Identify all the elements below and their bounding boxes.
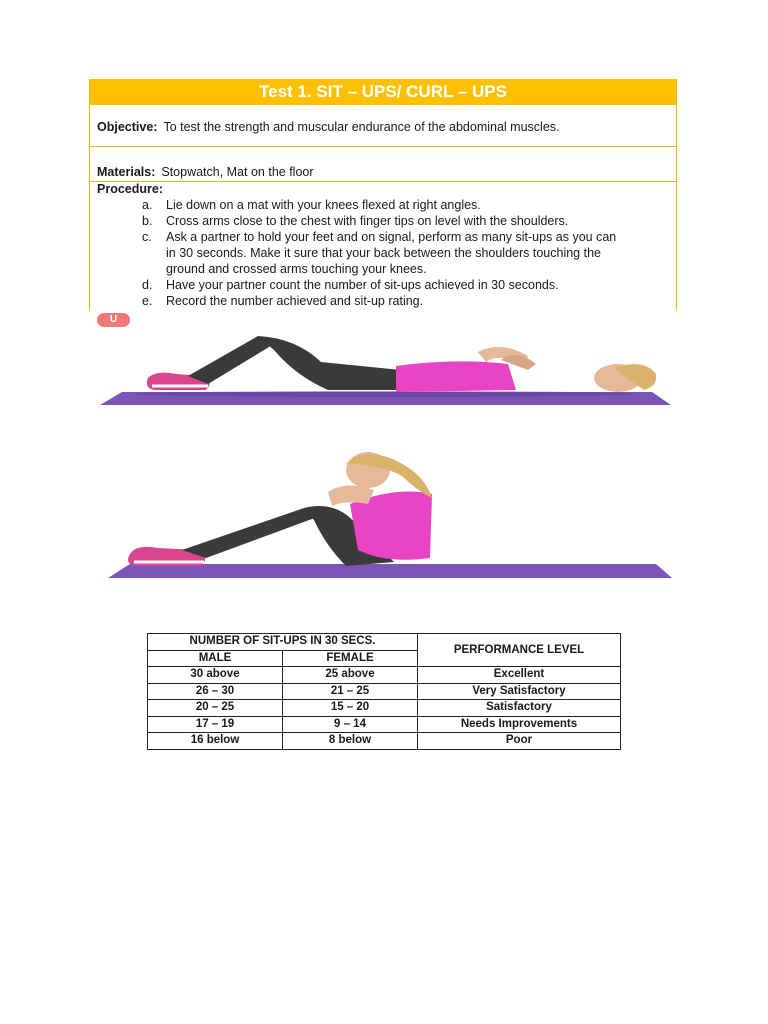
situp-start-illustration [96, 330, 674, 410]
materials-label: Materials: [97, 165, 156, 179]
arms [328, 485, 374, 506]
female-cell: 21 – 25 [283, 683, 418, 700]
test-title: Test 1. SIT – UPS/ CURL – UPS [90, 79, 676, 105]
step-marker: c. [142, 230, 152, 244]
level-cell: Very Satisfactory [418, 683, 621, 700]
level-cell: Satisfactory [418, 700, 621, 717]
pink-top [396, 361, 516, 392]
step-text: Lie down on a mat with your knees flexed at right angles. [166, 198, 481, 212]
legs [188, 336, 274, 384]
group-header: NUMBER OF SIT-UPS IN 30 SECS. [148, 634, 418, 651]
objective-label: Objective: [97, 120, 158, 134]
test-card [89, 79, 677, 310]
table-row [148, 667, 621, 684]
objective-row [90, 105, 676, 147]
table-row [148, 716, 621, 733]
male-cell: 17 – 19 [148, 716, 283, 733]
step-marker: e. [142, 294, 153, 308]
situp-end-illustration [106, 450, 674, 582]
step-text: Cross arms close to the chest with finger tips on level with the shoulders. [166, 214, 569, 228]
female-cell: 9 – 14 [283, 716, 418, 733]
procedure-step [97, 213, 667, 229]
table-header-row [148, 634, 621, 651]
level-cell: Poor [418, 733, 621, 750]
step-text: Ask a partner to hold your feet and on signal, perform as many sit-ups as you can [166, 230, 617, 244]
procedure-step [97, 277, 667, 293]
male-header: MALE [148, 650, 283, 667]
female-cell: 15 – 20 [283, 700, 418, 717]
male-cell: 16 below [148, 733, 283, 750]
step-marker: d. [142, 278, 153, 292]
female-header: FEMALE [283, 650, 418, 667]
procedure-label: Procedure: [97, 182, 163, 196]
female-cell: 25 above [283, 667, 418, 684]
step-text: Have your partner count the number of sit-ups achieved in 30 seconds. [166, 278, 559, 292]
procedure-step [97, 293, 667, 309]
procedure-list [97, 197, 667, 309]
logo-badge: U [97, 313, 130, 327]
step-marker: a. [142, 198, 153, 212]
step-text: Record the number achieved and sit-up rating. [166, 294, 424, 308]
step-text: ground and crossed arms touching your knees. [166, 262, 427, 276]
level-cell: Excellent [418, 667, 621, 684]
objective-text: To test the strength and muscular endurance of the abdominal muscles. [163, 120, 560, 134]
procedure-section [97, 182, 667, 309]
male-cell: 20 – 25 [148, 700, 283, 717]
materials-row [90, 147, 676, 182]
step-marker: b. [142, 214, 153, 228]
table-row [148, 733, 621, 750]
table-row [148, 700, 621, 717]
exercise-mat [108, 564, 672, 578]
situp-rating-table [147, 633, 621, 750]
performance-header: PERFORMANCE LEVEL [418, 634, 621, 667]
level-cell: Needs Improvements [418, 716, 621, 733]
procedure-step [97, 197, 667, 213]
table-row [148, 683, 621, 700]
procedure-step [97, 229, 667, 277]
legs [182, 508, 320, 558]
female-cell: 8 below [283, 733, 418, 750]
materials-text: Stopwatch, Mat on the floor [161, 165, 314, 179]
step-text: in 30 seconds. Make it sure that your back between the shoulders touching the [166, 246, 601, 260]
male-cell: 30 above [148, 667, 283, 684]
male-cell: 26 – 30 [148, 683, 283, 700]
